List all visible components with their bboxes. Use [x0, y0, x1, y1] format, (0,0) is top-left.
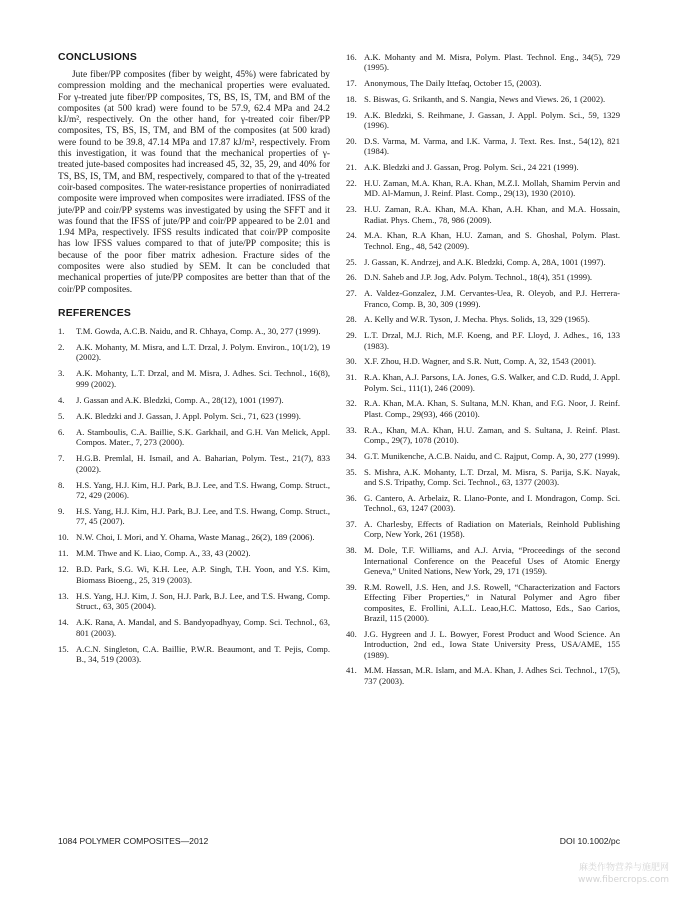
reference-text: A.K. Mohanty, L.T. Drzal, and M. Misra, J. Adhes. Sci. Technol., 16(8), 999 (2002). — [76, 368, 330, 389]
reference-text: T.M. Gowda, A.C.B. Naidu, and R. Chhaya, Comp. A., 30, 277 (1999). — [76, 325, 321, 336]
reference-number: 16. — [346, 52, 357, 62]
reference-number: 35. — [346, 466, 357, 477]
reference-text: M.A. Khan, R.A Khan, H.U. Zaman, and S. Ghoshal, Polym. Plast. Technol. Eng., 48, 542 (2009). — [364, 230, 620, 251]
reference-text: R.A. Khan, M.A. Khan, S. Sultana, M.N. Khan, and F.G. Noor, J. Reinf. Plast. Comp., 29(93), 466 (2010). — [364, 398, 620, 419]
reference-item — [58, 453, 330, 474]
reference-number: 7. — [58, 453, 65, 464]
reference-item — [346, 288, 620, 309]
reference-item — [58, 591, 330, 612]
reference-number: 5. — [58, 410, 65, 421]
reference-number: 9. — [58, 505, 65, 516]
reference-number: 40. — [346, 628, 357, 639]
reference-text: D.N. Saheb and J.P. Jog, Adv. Polym. Technol., 18(4), 351 (1999). — [364, 272, 593, 283]
reference-item — [346, 314, 620, 324]
reference-item — [346, 257, 620, 267]
reference-number: 13. — [58, 590, 69, 601]
reference-text: A. Valdez-Gonzalez, J.M. Cervantes-Uea, R. Oleyob, and P.J. Herrera-Franco, Comp. B, 30, 309 (1999). — [364, 288, 620, 309]
reference-number: 38. — [346, 545, 357, 556]
reference-list-right — [346, 52, 620, 686]
reference-text: H.U. Zaman, R.A. Khan, M.A. Khan, A.H. Khan, and M.A. Hossain, Radiat. Phys. Chem., 78, 986 (2009). — [364, 204, 620, 225]
reference-item — [58, 644, 330, 665]
conclusions-paragraph: Jute fiber/PP composites (fiber by weight, 45%) were fabricated by compression molding and the mechanical properties were evaluated. For γ-treated jute fiber/PP composites, TS, BS, IS, TM, and BM of the composites (at 500 krad) were found to be 57.9, 62.4 MPa and 24.2 kJ/m², respectively. On the other hand, for γ-treated coir fiber/PP composites, TS, BS, IS, TM, and BM of the composites (at 500 krad) were found to be 39.8, 47.14 MPa and 17.87 kJ/m², respectively. From this investigation, it was found that the mechanical properties of γ-treated jute-based composites had increased 45, 32, 35, 29, and 40% for TS, BS, IS, TM, and BM, respectively, compared to that of the γ-treated coir-based composites. The water-resistance properties of nonirradiated composite were improved when composites were irradiated. IFSS of the jute/PP and coir/PP systems was investigated by using the SFFT and it was found that the IFSS of jute/PP and coir/PP appeared to be 2.01 and 1.94 MPa, respectively. IFSS results indicated that coir/PP composite has low IFSS values compared to that of jute/PP composite; this is because of the poor fiber matrix adhesion. Fracture sides of the composites were also studied by SEM. It can be concluded that mechanical properties of jute/PP composites are better than that of the coir/PP composites. — [58, 70, 330, 295]
reference-number: 3. — [58, 368, 65, 379]
reference-text: N.W. Choi, I. Mori, and Y. Ohama, Waste Manag., 26(2), 189 (2006). — [76, 532, 315, 543]
right-column — [346, 52, 620, 692]
reference-text: H.S. Yang, H.J. Kim, H.J. Park, B.J. Lee, and T.S. Hwang, Comp. Struct., 77, 45 (2007). — [76, 505, 330, 527]
reference-text: S. Biswas, G. Srikanth, and S. Nangia, News and Views. 26, 1 (2002). — [364, 94, 606, 104]
reference-number: 30. — [346, 356, 357, 367]
reference-item — [58, 427, 330, 448]
reference-text: A.K. Rana, A. Mandal, and S. Bandyopadhyay, Comp. Sci. Technol., 63, 801 (2003). — [76, 617, 330, 638]
reference-number: 34. — [346, 450, 357, 461]
reference-item — [346, 398, 620, 419]
reference-item — [346, 272, 620, 282]
reference-list-left — [58, 326, 330, 664]
reference-text: A.K. Mohanty, M. Misra, and L.T. Drzal, J. Polym. Environ., 10(1/2), 19 (2002). — [76, 341, 330, 363]
reference-text: M.M. Hassan, M.R. Islam, and M.A. Khan, J. Adhes Sci. Technol., 17(5), 737 (2003). — [364, 665, 620, 686]
reference-text: A.K. Bledzki, S. Reihmane, J. Gassan, J. Appl. Polym. Sci., 59, 1329 (1996). — [364, 109, 620, 131]
reference-text: R.M. Rowell, J.S. Hen, and J.S. Rowell, “Characterization and Factors Effecting Fiber Properties,” in Natural Polymer and Agro fiber composites, E. Frollini, A.L.L. Leao,H.C. Mattoso, Eds., Sao Carios, Brazil, 115 (2000). — [364, 581, 620, 624]
reference-number: 31. — [346, 372, 357, 383]
reference-item — [346, 451, 620, 461]
reference-text: R.A., Khan, M.A. Khan, H.U. Zaman, and S. Sultana, J. Reinf. Plast. Comp., 29(7), 1078 (2010). — [364, 424, 620, 446]
reference-text: A.C.N. Singleton, C.A. Baillie, P.W.R. Beaumont, and T. Pejis, Comp. B., 34, 519 (2003). — [76, 643, 330, 664]
reference-text: A. Charlesby, Effects of Radiation on Materials, Reinhold Publishing Corp, New York, 261 (1958). — [364, 519, 620, 540]
reference-number: 14. — [58, 617, 69, 628]
reference-item — [346, 178, 620, 199]
reference-number: 2. — [58, 341, 65, 352]
reference-number: 25. — [346, 256, 357, 267]
reference-text: A.K. Bledzki and J. Gassan, Prog. Polym. Sci., 24 221 (1999). — [364, 162, 579, 173]
reference-number: 41. — [346, 665, 357, 676]
reference-number: 6. — [58, 426, 65, 437]
conclusions-heading: CONCLUSIONS — [58, 52, 137, 63]
reference-number: 8. — [58, 479, 65, 490]
reference-item — [346, 162, 620, 172]
reference-number: 17. — [346, 78, 357, 89]
reference-item — [58, 395, 330, 405]
reference-number: 23. — [346, 204, 357, 215]
reference-item — [58, 411, 330, 421]
reference-text: B.D. Park, S.G. Wi, K.H. Lee, A.P. Singh, T.H. Yoon, and Y.S. Kim, Biomass Bioeng., 25, 319 (2003). — [76, 564, 330, 585]
reference-number: 33. — [346, 424, 357, 435]
page-footer-doi: DOI 10.1002/pc — [559, 836, 620, 846]
page-footer-journal: 1084 POLYMER COMPOSITES—2012 — [58, 836, 209, 846]
reference-item — [58, 548, 330, 558]
reference-item — [58, 342, 330, 363]
reference-number: 22. — [346, 178, 357, 188]
reference-item — [346, 582, 620, 624]
reference-number: 10. — [58, 532, 69, 543]
references-heading: REFERENCES — [58, 307, 132, 319]
reference-item — [58, 564, 330, 585]
reference-item — [346, 425, 620, 446]
reference-number: 19. — [346, 109, 357, 120]
reference-number: 26. — [346, 272, 357, 283]
reference-number: 28. — [346, 314, 357, 325]
reference-text: J.G. Hygreen and J. L. Bowyer, Forest Product and Wood Science. An Introduction, 2nd ed., Iowa State University Press, USA/AME, 155 (1989). — [364, 628, 620, 660]
reference-text: H.G.B. Premlal, H. Ismail, and A. Baharian, Polym. Test., 21(7), 833 (2002). — [76, 453, 330, 474]
reference-item — [346, 545, 620, 576]
reference-item — [346, 52, 620, 73]
watermark — [578, 862, 669, 886]
reference-text: M.M. Thwe and K. Liao, Comp. A., 33, 43 (2002). — [76, 548, 251, 559]
reference-item — [346, 230, 620, 251]
reference-text: A.K. Bledzki and J. Gassan, J. Appl. Polym. Sci., 71, 623 (1999). — [76, 410, 301, 421]
reference-number: 29. — [346, 330, 357, 341]
reference-text: J. Gassan and A.K. Bledzki, Comp. A., 28(12), 1001 (1997). — [76, 394, 284, 405]
reference-item — [58, 506, 330, 527]
reference-number: 21. — [346, 162, 357, 173]
reference-number: 12. — [58, 564, 69, 575]
reference-item — [346, 356, 620, 366]
reference-item — [346, 665, 620, 686]
reference-item — [346, 467, 620, 488]
left-column — [58, 52, 330, 670]
reference-number: 37. — [346, 519, 357, 530]
reference-text: D.S. Varma, M. Varma, and I.K. Varma, J. Text. Res. Inst., 54(12), 821 (1984). — [364, 136, 620, 157]
reference-number: 32. — [346, 398, 357, 409]
reference-number: 4. — [58, 394, 65, 405]
reference-item — [58, 532, 330, 542]
reference-item — [58, 480, 330, 501]
reference-item — [58, 617, 330, 638]
reference-item — [346, 629, 620, 660]
reference-text: A. Stamboulis, C.A. Baillie, S.K. Garkhail, and G.H. Van Melick, Appl. Compos. Mater., 7, 273 (2000). — [76, 426, 330, 448]
reference-text: X.F. Zhou, H.D. Wagner, and S.R. Nutt, Comp. A, 32, 1543 (2001). — [364, 356, 597, 367]
watermark-line-2: www.fibercrops.com — [578, 875, 669, 885]
reference-item — [58, 326, 330, 336]
reference-number: 15. — [58, 643, 69, 654]
reference-text: J. Gassan, K. Andrzej, and A.K. Bledzki, Comp. A, 28A, 1001 (1997). — [364, 256, 606, 267]
reference-text: H.S. Yang, H.J. Kim, J. Son, H.J. Park, B.J. Lee, and T.S. Hwang, Comp. Struct., 63, 305 (2004). — [76, 590, 330, 612]
reference-text: L.T. Drzal, M.J. Rich, M.F. Koeng, and P.F. Lloyd, J. Adhes., 16, 133 (1983). — [364, 330, 620, 351]
reference-text: G.T. Munikenche, A.C.B. Naidu, and C. Rajput, Comp. A, 30, 277 (1999). — [364, 450, 620, 461]
reference-text: M. Dole, T.F. Williams, and A.J. Arvia, “Proceedings of the second International Conference on the Peaceful Uses of Atomic Energy Geneva,” United Nations, New York, 29, 171 (1959). — [364, 545, 620, 577]
reference-item — [346, 204, 620, 225]
reference-number: 20. — [346, 136, 357, 146]
reference-item — [346, 136, 620, 157]
reference-number: 39. — [346, 581, 357, 592]
reference-item — [346, 330, 620, 351]
reference-text: R.A. Khan, A.J. Parsons, I.A. Jones, G.S. Walker, and C.D. Rudd, J. Appl. Polym. Sci., 111(1), 246 (2009). — [364, 372, 620, 393]
reference-item — [346, 493, 620, 514]
reference-number: 24. — [346, 230, 357, 241]
reference-text: A.K. Mohanty and M. Misra, Polym. Plast. Technol. Eng., 34(5), 729 (1995). — [364, 52, 620, 73]
reference-item — [346, 519, 620, 540]
reference-item — [58, 368, 330, 389]
reference-text: H.U. Zaman, M.A. Khan, R.A. Khan, M.Z.I. Mollah, Shamim Pervin and MD. Al-Mamun, J. Reinf. Plast. Comp., 29(13), 1930 (2010). — [364, 178, 620, 199]
reference-number: 1. — [58, 325, 65, 336]
reference-text: Anonymous, The Daily Ittefaq, October 15, (2003). — [364, 78, 542, 89]
reference-number: 11. — [58, 548, 69, 559]
watermark-line-1: 麻类作物营养与施肥网 — [578, 863, 669, 873]
reference-text: A. Kelly and W.R. Tyson, J. Mecha. Phys. Solids, 13, 329 (1965). — [364, 314, 590, 325]
reference-item — [346, 372, 620, 393]
reference-text: G. Cantero, A. Arbelaiz, R. Llano-Ponte, and I. Mondragon, Comp. Sci. Technol., 63, 1247 (2003). — [364, 492, 620, 514]
reference-number: 27. — [346, 288, 357, 299]
reference-number: 18. — [346, 94, 357, 104]
reference-number: 36. — [346, 492, 357, 503]
reference-item — [346, 78, 620, 88]
reference-text: S. Mishra, A.K. Mohanty, L.T. Drzal, M. Misra, S. Parija, S.K. Nayak, and S.S. Tripathy, Comp. Sci. Technol., 63, 1377 (2003). — [364, 466, 620, 488]
reference-item — [346, 94, 620, 104]
reference-item — [346, 110, 620, 131]
reference-text: H.S. Yang, H.J. Kim, H.J. Park, B.J. Lee, and T.S. Hwang, Comp. Struct., 72, 429 (2006). — [76, 479, 330, 500]
